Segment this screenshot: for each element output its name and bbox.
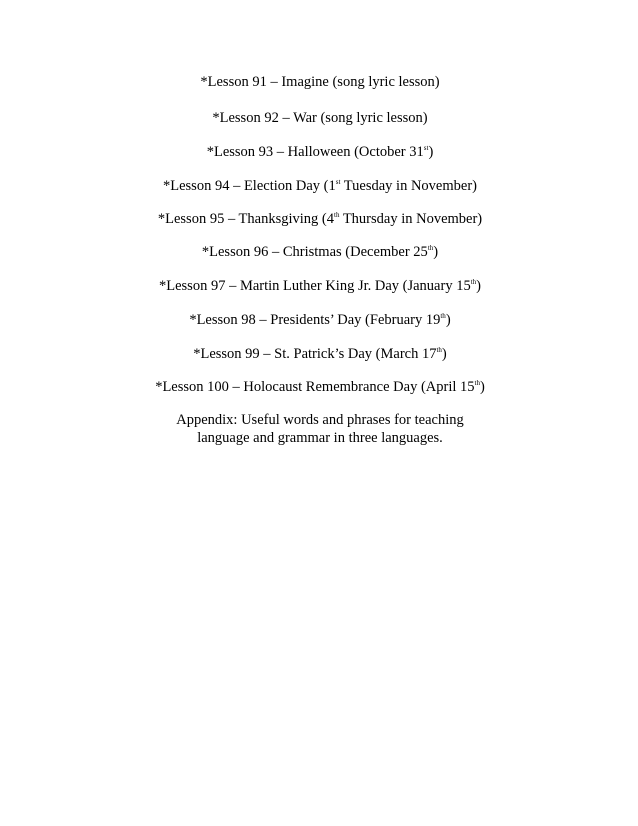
lesson-91-text: *Lesson 91 – Imagine (song lyric lesson) bbox=[200, 74, 440, 90]
lesson-92-entry bbox=[140, 109, 500, 127]
lesson-95-ordinal: th bbox=[334, 211, 340, 219]
lesson-100-text: *Lesson 100 – Holocaust Remembrance Day (April 15 bbox=[155, 379, 475, 395]
lesson-96-text-end: ) bbox=[433, 244, 439, 260]
lesson-95-text-end: Thursday in November) bbox=[339, 211, 483, 227]
lesson-91-entry bbox=[140, 73, 500, 91]
lesson-97-entry bbox=[140, 277, 500, 295]
lesson-93-ordinal: st bbox=[423, 144, 429, 152]
lesson-92-text: *Lesson 92 – War (song lyric lesson) bbox=[212, 110, 428, 126]
lesson-97-text: *Lesson 97 – Martin Luther King Jr. Day (January 15 bbox=[159, 278, 471, 294]
lesson-94-entry bbox=[140, 177, 500, 195]
lesson-94-text-end: Tuesday in November) bbox=[340, 178, 477, 194]
lesson-98-text-end: ) bbox=[445, 312, 451, 328]
lesson-100-entry bbox=[140, 378, 500, 396]
appendix-line-2: language and grammar in three languages. bbox=[197, 430, 443, 446]
lesson-98-entry bbox=[140, 311, 500, 329]
lesson-99-entry bbox=[140, 345, 500, 363]
lesson-93-text: *Lesson 93 – Halloween (October 31 bbox=[206, 144, 424, 160]
lesson-94-text: *Lesson 94 – Election Day (1 bbox=[163, 178, 336, 194]
lesson-98-text: *Lesson 98 – Presidents’ Day (February 19 bbox=[189, 312, 441, 328]
appendix-entry bbox=[140, 411, 500, 447]
lesson-96-ordinal: th bbox=[427, 244, 434, 252]
lesson-99-text: *Lesson 99 – St. Patrick’s Day (March 17 bbox=[193, 346, 437, 362]
lesson-96-entry bbox=[140, 243, 500, 261]
lesson-99-ordinal: th bbox=[436, 346, 442, 354]
lesson-96-text: *Lesson 96 – Christmas (December 25 bbox=[201, 244, 428, 260]
lesson-94-ordinal: st bbox=[335, 178, 341, 186]
lesson-95-entry bbox=[140, 210, 500, 228]
lesson-93-entry bbox=[140, 143, 500, 161]
lesson-98-ordinal: th bbox=[440, 312, 446, 320]
lesson-95-text: *Lesson 95 – Thanksgiving (4 bbox=[157, 211, 334, 227]
lesson-93-text-end: ) bbox=[428, 144, 434, 160]
lesson-100-text-end: ) bbox=[479, 379, 485, 395]
appendix-line-1: Appendix: Useful words and phrases for teaching bbox=[176, 412, 464, 428]
lesson-97-text-end: ) bbox=[476, 278, 481, 294]
lesson-97-ordinal: th bbox=[470, 278, 477, 286]
lesson-100-ordinal: th bbox=[474, 379, 480, 387]
lesson-99-text-end: ) bbox=[441, 346, 447, 362]
